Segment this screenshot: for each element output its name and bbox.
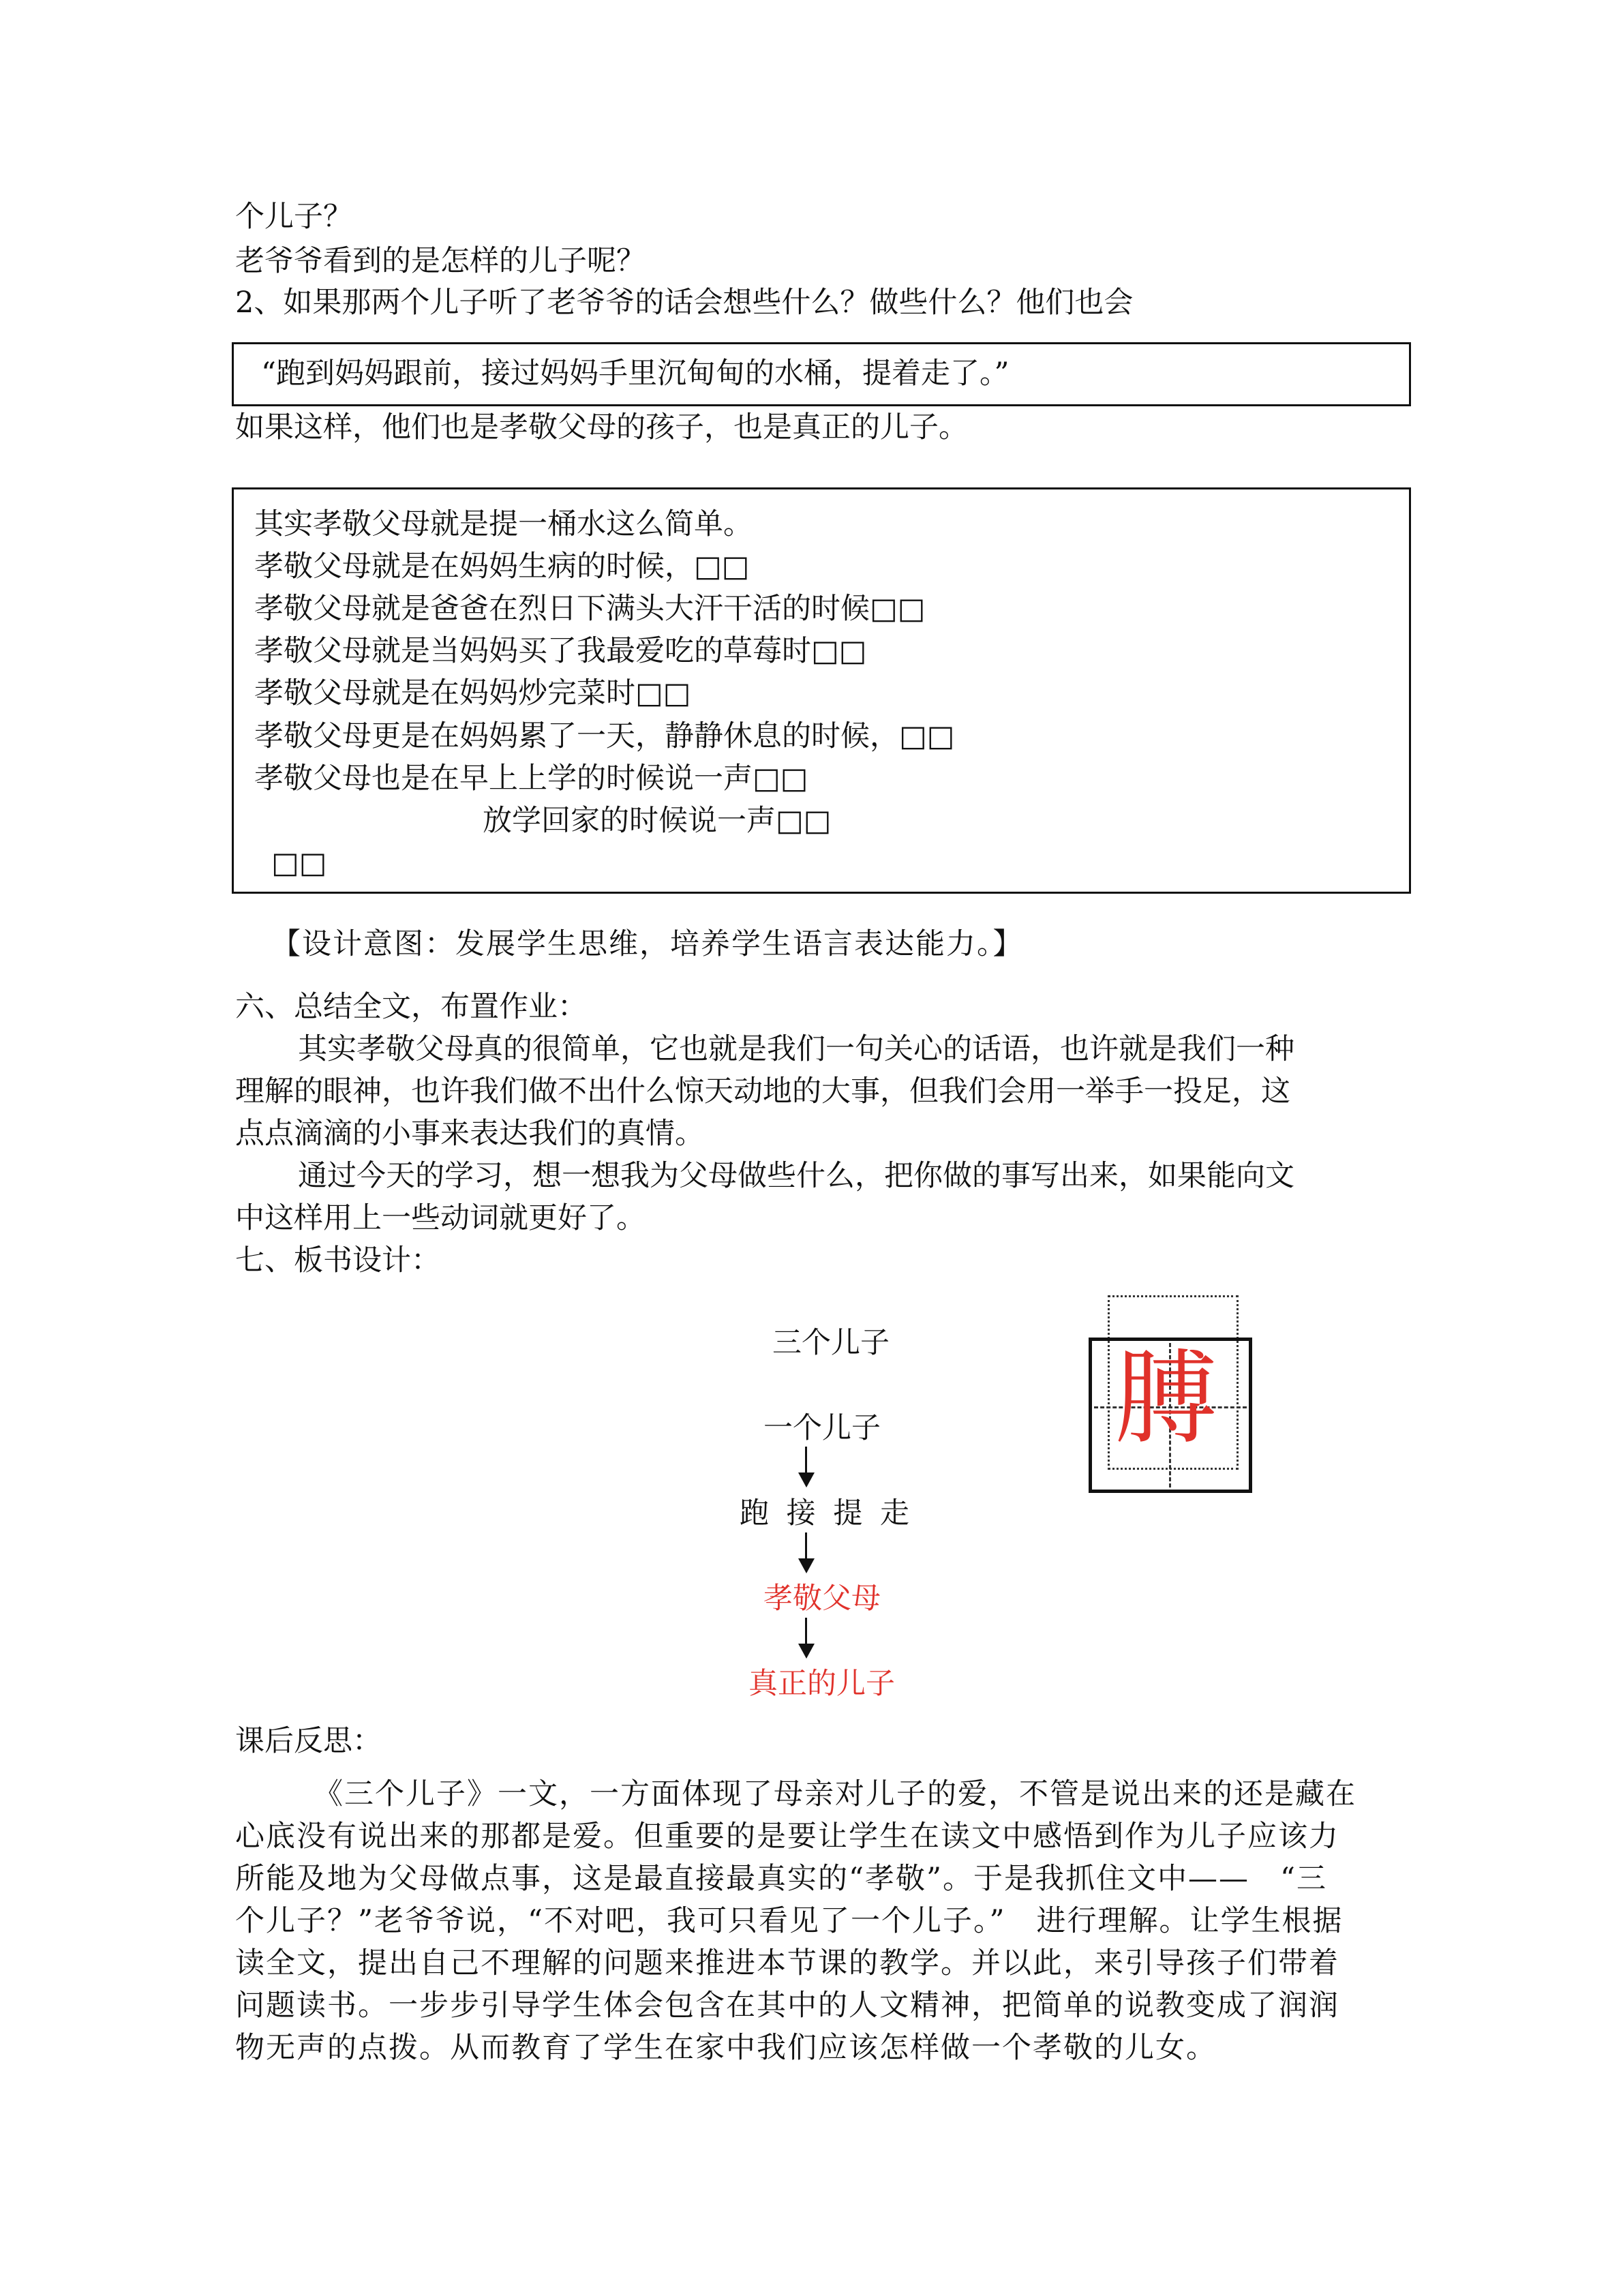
reflection-heading: 课后反思：	[235, 1724, 382, 1758]
char-grid	[1089, 1295, 1252, 1493]
section6-para2-line1: 通过今天的学习，想一想我为父母做些什么，把你做的事写出来，如果能向文	[298, 1159, 1294, 1193]
reflection-line-2: 心底没有说出来的那都是爱。但重要的是要让学生在读文中感悟到作为儿子应该力	[235, 1819, 1339, 1854]
reflection-line-1: 《三个儿子》一文，一方面体现了母亲对儿子的爱，不管是说出来的还是藏在	[314, 1777, 1356, 1811]
board-true-son: 真正的儿子	[748, 1667, 895, 1701]
filial-box	[232, 487, 1411, 894]
filial-line-9: □□	[271, 846, 327, 880]
text-line-1: 个儿子？	[235, 200, 352, 234]
filial-line-5: 孝敬父母就是在妈妈炒完菜时□□	[254, 676, 691, 710]
section6-para1-line1: 其实孝敬父母真的很简单，它也就是我们一句关心的话语，也许就是我们一种	[298, 1032, 1294, 1066]
char-grid-character: 膊	[1114, 1340, 1217, 1458]
text-line-3: 2、如果那两个儿子听了老爷爷的话会想些什么？做些什么？他们也会	[235, 286, 1134, 320]
board-arrow-2	[805, 1532, 807, 1561]
filial-line-3: 孝敬父母就是爸爸在烈日下满头大汗干活的时候□□	[254, 592, 926, 626]
board-verbs: 跑 接 提 走	[740, 1496, 914, 1530]
board-arrow-3	[805, 1618, 807, 1646]
board-arrow-1-head	[798, 1472, 815, 1487]
quote-box	[232, 342, 1411, 406]
filial-line-6: 孝敬父母更是在妈妈累了一天，静静休息的时候，□□	[254, 719, 955, 753]
section6-para1-line3: 点点滴滴的小事来表达我们的真情。	[235, 1117, 704, 1151]
text-line-2: 老爷爷看到的是怎样的儿子呢？	[235, 244, 646, 278]
reflection-line-6: 问题读书。一步步引导学生体会包含在其中的人文精神，把简单的说教变成了润润	[235, 1989, 1339, 2023]
reflection-line-7: 物无声的点拨。从而教育了学生在家中我们应该怎样做一个孝敬的儿女。	[235, 2031, 1217, 2065]
section7-heading: 七、板书设计：	[235, 1243, 440, 1278]
board-filial: 孝敬父母	[763, 1582, 881, 1616]
board-arrow-1	[805, 1447, 807, 1475]
board-arrow-2-head	[798, 1558, 815, 1573]
reflection-line-4: 个儿子？”老爷爷说，“不对吧，我可只看见了一个儿子。” 进行理解。让学生根据	[235, 1904, 1344, 1938]
board-one-son: 一个儿子	[763, 1411, 881, 1445]
reflection-line-3: 所能及地为父母做点事，这是最直接最真实的“孝敬”。于是我抓住文中—— “三	[235, 1862, 1327, 1896]
section6-heading: 六、总结全文，布置作业：	[235, 990, 587, 1024]
filial-line-8: 放学回家的时候说一声□□	[483, 804, 832, 838]
section6-para1-line2: 理解的眼神，也许我们做不出什么惊天动地的大事，但我们会用一举手一投足，这	[235, 1074, 1290, 1108]
filial-line-7: 孝敬父母也是在早上上学的时候说一声□□	[254, 761, 808, 796]
board-title: 三个儿子	[772, 1326, 890, 1360]
filial-line-2: 孝敬父母就是在妈妈生病的时候，□□	[254, 549, 750, 584]
reflection-line-5: 读全文，提出自己不理解的问题来推进本节课的教学。并以此，来引导孩子们带着	[235, 1946, 1339, 1980]
section6-para2-line2: 中这样用上一些动词就更好了。	[235, 1201, 646, 1235]
after-quote-line: 如果这样，他们也是孝敬父母的孩子，也是真正的儿子。	[235, 410, 968, 444]
filial-line-1: 其实孝敬父母就是提一桶水这么简单。	[254, 507, 753, 541]
filial-line-4: 孝敬父母就是当妈妈买了我最爱吃的草莓时□□	[254, 634, 867, 668]
design-intent: 【设计意图：发展学生思维，培养学生语言表达能力。】	[271, 927, 1024, 961]
board-arrow-3-head	[798, 1644, 815, 1659]
quote-text: “跑到妈妈跟前，接过妈妈手里沉甸甸的水桶，提着走了。”	[261, 357, 1010, 391]
